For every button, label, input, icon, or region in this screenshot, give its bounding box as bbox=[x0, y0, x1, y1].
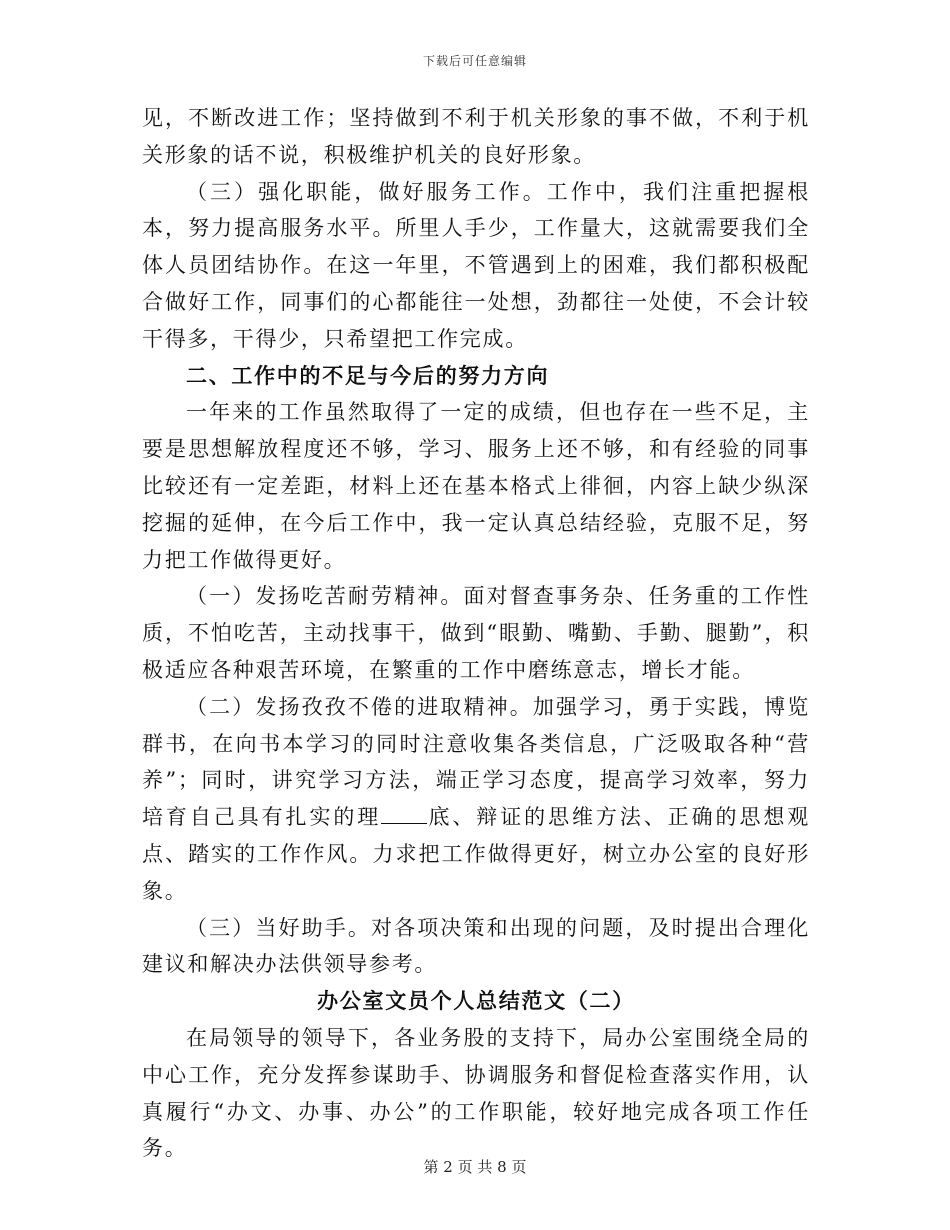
paragraph: 一年来的工作虽然取得了一定的成绩，但也存在一些不足，主要是思想解放程度还不够，学习、服务上还不够，和有经验的同事比较还有一定差距，材料上还在基本格式上徘徊，内容上缺少纵深挖掘的延伸，在今后工作中，我一定认真总结经验，克服不足，努力把工作做得更好。 bbox=[142, 400, 810, 572]
document-body bbox=[142, 100, 810, 1167]
paragraph-with-blank bbox=[142, 689, 810, 910]
paragraph: （一）发扬吃苦耐劳精神。面对督查事务杂、任务重的工作性质，不怕吃苦，主动找事干，做到“眼勤、嘴勤、手勤、腿勤”，积极适应各种艰苦环境，在繁重的工作中磨练意志，增长才能。 bbox=[142, 584, 810, 682]
header-note: 下载后可任意编辑 bbox=[422, 54, 527, 68]
section-heading: 二、工作中的不足与今后的努力方向 bbox=[186, 362, 550, 388]
paragraph-text-part1: （二）发扬孜孜不倦的进取精神。加强学习，勇于实践，博览群书，在向书本学习的同时注意收集各类信息，广泛吸取各种“营养”；同时，讲究学习方法，端正学习态度，提高学习效率，努力培育自己具有扎实的理 bbox=[142, 694, 810, 830]
paragraph-text-part2: 底、辩证的思维方法、正确的思想观点、踏实的工作作风。力求把工作做得更好，树立办公室的良好形象。 bbox=[142, 805, 811, 903]
paragraph: （三）当好助手。对各项决策和出现的问题，及时提出合理化建议和解决办法供领导参考。 bbox=[142, 915, 810, 977]
paragraph: 在局领导的领导下，各业务股的支持下，局办公室围绕全局的中心工作，充分发挥参谋助手、协调服务和督促检查落实作用，认真履行“办文、办事、办公”的工作职能，较好地完成各项工作任务。 bbox=[142, 1025, 810, 1161]
paragraph: 见，不断改进工作；坚持做到不利于机关形象的事不做，不利于机关形象的话不说，积极维护机关的良好形象。 bbox=[142, 106, 810, 167]
fill-in-blank bbox=[381, 803, 427, 824]
document-title: 办公室文员个人总结范文（二） bbox=[317, 988, 635, 1014]
paragraph: （三）强化职能，做好服务工作。工作中，我们注重把握根本，努力提高服务水平。所里人手少，工作量大，这就需要我们全体人员团结协作。在这一年里，不管遇到上的困难，我们都积极配合做好工作，同事们的心都能往一处想，劲都往一处使，不会计较干得多，干得少，只希望把工作完成。 bbox=[142, 179, 810, 351]
page-number: 第 2 页 共 8 页 bbox=[423, 1158, 527, 1176]
